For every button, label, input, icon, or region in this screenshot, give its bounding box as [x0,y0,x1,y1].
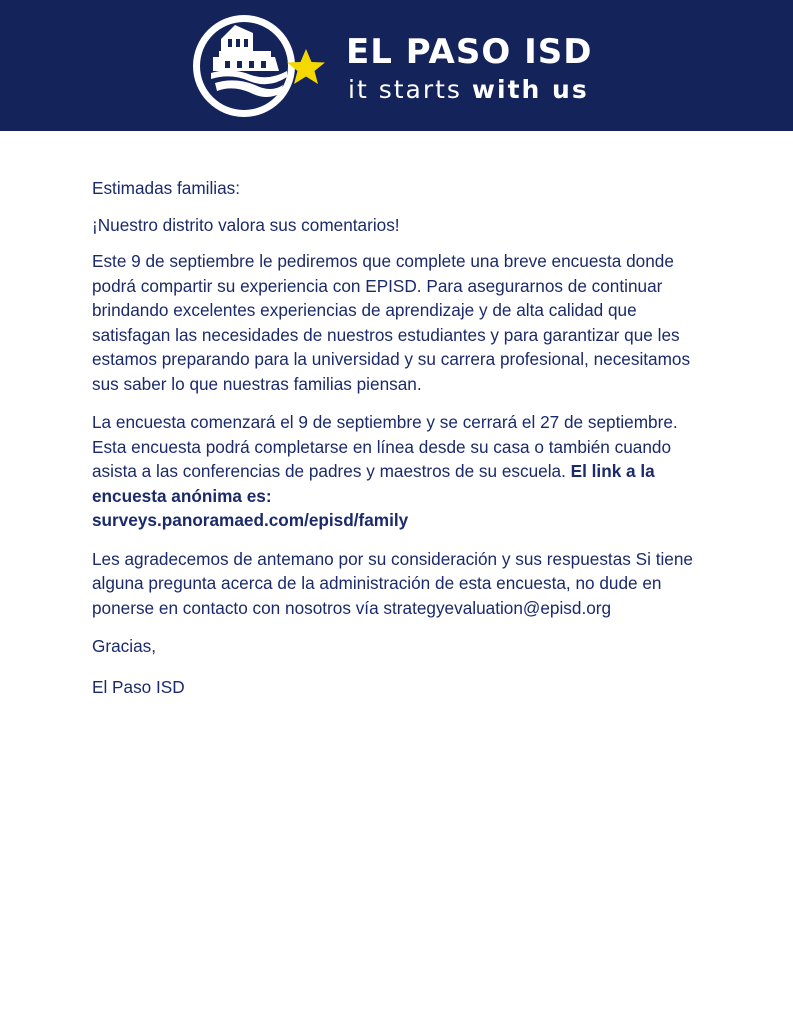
brand-name: EL PASO ISD [346,32,593,72]
tagline-light: it starts [348,75,472,104]
brand-tagline [348,75,589,105]
paragraph-survey-dates [92,410,712,533]
tagline-bold: with us [471,75,589,104]
survey-dates-text: La encuesta comenzará el 9 de septiembre y se cerrará el 27 de septiembre. Esta encuesta podrá completarse en línea desde su casa o también cuando asista a las conferencias de padres y maestros de su escuela. [92,412,678,481]
paragraph-contact: Les agradecemos de antemano por su consideración y sus respuestas Si tiene alguna pregunta acerca de la administración de esta encuesta, no dude en ponerse en contacto con nosotros vía strategyevaluation@episd.org [92,548,693,618]
closing: Gracias, [92,636,156,656]
survey-link-label: El link a la encuesta anónima es: [92,461,655,506]
letter-body [92,176,712,699]
episd-logo-icon [191,11,337,121]
intro-line: ¡Nuestro distrito valora sus comentarios! [92,214,400,235]
greeting: Estimadas familias: [92,178,241,198]
header-banner [0,0,793,131]
paragraph-survey-intro: Este 9 de septiembre le pediremos que complete una breve encuesta donde podrá compartir su experiencia con EPISD. Para asegurarnos de continuar brindando excelentes experiencias de aprendizaje y de alta calidad que satisfagan las necesidades de nuestros estudiantes y para garantizar que les estamos preparando para la universidad y su carrera profesional, necesitamos sus saber lo que nuestras familias piensan. [92,251,691,394]
signature: El Paso ISD [92,676,185,697]
survey-link[interactable]: surveys.panoramaed.com/episd/family [92,510,409,530]
